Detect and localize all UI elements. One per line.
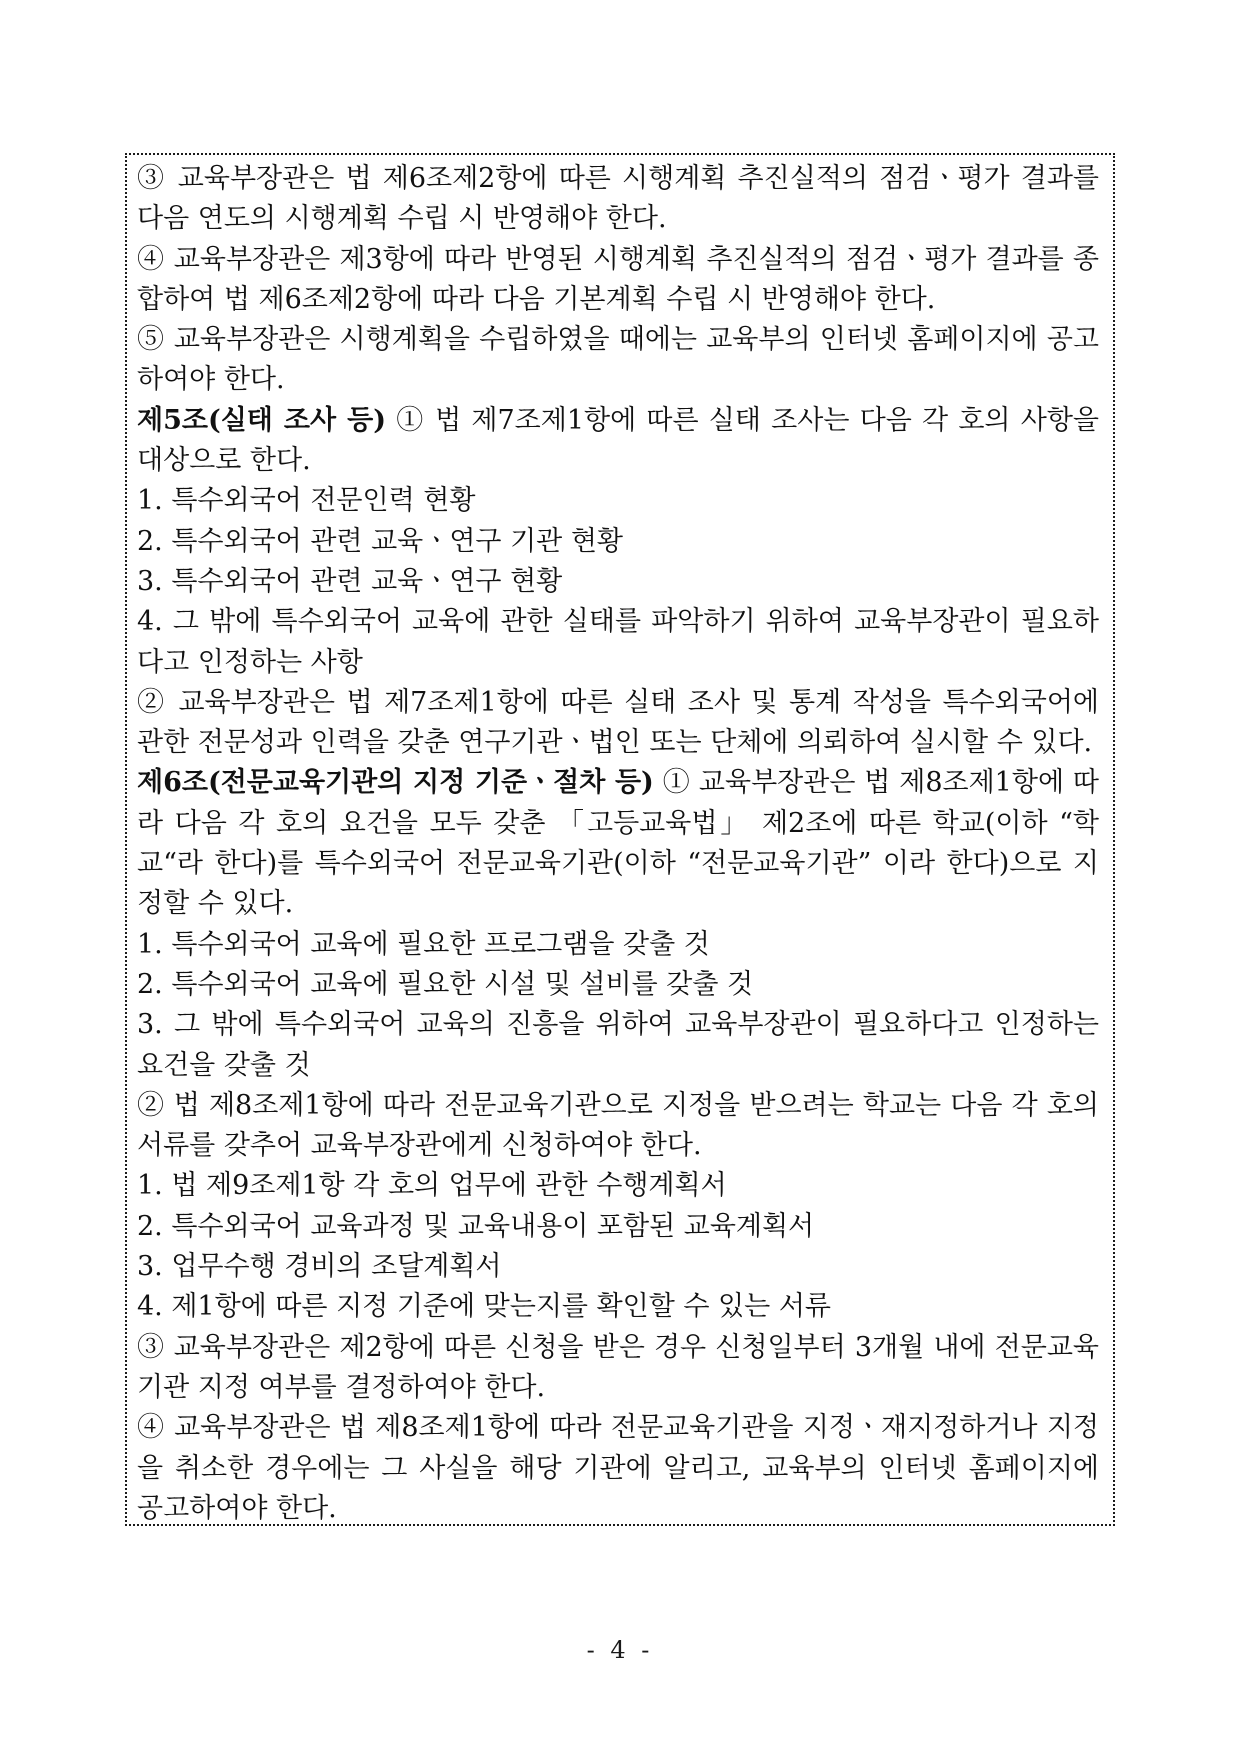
clause-paragraph bbox=[137, 159, 1099, 240]
clause-text: ① 법 제7조제1항에 따른 실태 조사는 다음 각 호의 사항을 대상으로 한다. bbox=[137, 404, 1099, 477]
clause-paragraph bbox=[137, 1408, 1099, 1526]
clause-paragraph bbox=[137, 240, 1099, 321]
clause-paragraph bbox=[137, 1247, 1099, 1287]
clause-text: ② 교육부장관은 법 제7조제1항에 따른 실태 조사 및 통계 작성을 특수외국어에 관한 전문성과 인력을 갖춘 연구기관ㆍ법인 또는 단체에 의뢰하여 실시할 수 있다. bbox=[137, 686, 1099, 759]
clause-text: 2. 특수외국어 교육에 필요한 시설 및 설비를 갖출 것 bbox=[137, 968, 754, 1000]
clause-text: 1. 법 제9조제1항 각 호의 업무에 관한 수행계획서 bbox=[137, 1170, 727, 1202]
clause-text: ④ 교육부장관은 법 제8조제1항에 따라 전문교육기관을 지정ㆍ재지정하거나 지정을 취소한 경우에는 그 사실을 해당 기관에 알리고, 교육부의 인터넷 홈페이지에 공고하여야 한다. bbox=[137, 1412, 1099, 1524]
dotted-border-text-box bbox=[125, 153, 1115, 1526]
clause-text: 1. 특수외국어 교육에 필요한 프로그램을 갖출 것 bbox=[137, 928, 710, 960]
clause-paragraph bbox=[137, 562, 1099, 602]
clause-paragraph bbox=[137, 1086, 1099, 1167]
clause-paragraph bbox=[137, 925, 1099, 965]
clause-text: ② 법 제8조제1항에 따라 전문교육기관으로 지정을 받으려는 학교는 다음 각 호의 서류를 갖추어 교육부장관에게 신청하여야 한다. bbox=[137, 1089, 1099, 1162]
article-heading: 제6조(전문교육기관의 지정 기준ㆍ절차 등) bbox=[137, 767, 654, 799]
clause-paragraph bbox=[137, 683, 1099, 764]
clause-text: 4. 제1항에 따른 지정 기준에 맞는지를 확인할 수 있는 서류 bbox=[137, 1291, 831, 1323]
article-heading: 제5조(실태 조사 등) bbox=[137, 404, 386, 436]
clause-paragraph bbox=[137, 965, 1099, 1005]
page-number: - 4 - bbox=[586, 1636, 654, 1664]
clause-paragraph bbox=[137, 1166, 1099, 1206]
clause-paragraph bbox=[137, 1207, 1099, 1247]
clause-text: ③ 교육부장관은 법 제6조제2항에 따른 시행계획 추진실적의 점검ㆍ평가 결과를 다음 연도의 시행계획 수립 시 반영해야 한다. bbox=[137, 163, 1099, 235]
clause-text: 3. 업무수행 경비의 조달계획서 bbox=[137, 1251, 502, 1283]
clause-paragraph bbox=[137, 763, 1099, 924]
clause-text: ① 교육부장관은 법 제8조제1항에 따라 다음 각 호의 요건을 모두 갖춘 「고등교육법」 제2조에 따른 학교(이하 “학교“라 한다)를 특수외국어 전문교육기관(이하 “전문교육기관” 이라 한다)으로 지정할 수 있다. bbox=[137, 767, 1099, 920]
clause-paragraph bbox=[137, 320, 1099, 401]
clause-text: 1. 특수외국어 전문인력 현황 bbox=[137, 485, 476, 517]
clause-text: 4. 그 밖에 특수외국어 교육에 관한 실태를 파악하기 위하여 교육부장관이 필요하다고 인정하는 사항 bbox=[137, 606, 1099, 678]
clause-paragraph bbox=[137, 401, 1099, 482]
clause-paragraph bbox=[137, 1005, 1099, 1086]
clause-paragraph bbox=[137, 1328, 1099, 1409]
clause-text: 2. 특수외국어 관련 교육ㆍ연구 기관 현황 bbox=[137, 525, 623, 557]
clause-text: ⑤ 교육부장관은 시행계획을 수립하였을 때에는 교육부의 인터넷 홈페이지에 공고하여야 한다. bbox=[137, 324, 1099, 396]
clause-paragraph bbox=[137, 481, 1099, 521]
clause-paragraph bbox=[137, 602, 1099, 683]
clause-paragraph bbox=[137, 522, 1099, 562]
clause-text: 3. 그 밖에 특수외국어 교육의 진흥을 위하여 교육부장관이 필요하다고 인정하는 요건을 갖출 것 bbox=[137, 1009, 1099, 1081]
clause-text: ③ 교육부장관은 제2항에 따른 신청을 받은 경우 신청일부터 3개월 내에 전문교육기관 지정 여부를 결정하여야 한다. bbox=[137, 1331, 1099, 1403]
clause-text: ④ 교육부장관은 제3항에 따라 반영된 시행계획 추진실적의 점검ㆍ평가 결과를 종합하여 법 제6조제2항에 따라 다음 기본계획 수립 시 반영해야 한다. bbox=[137, 243, 1099, 315]
clause-paragraph bbox=[137, 1287, 1099, 1327]
clause-text: 2. 특수외국어 교육과정 및 교육내용이 포함된 교육계획서 bbox=[137, 1210, 815, 1242]
clause-text: 3. 특수외국어 관련 교육ㆍ연구 현황 bbox=[137, 565, 563, 597]
